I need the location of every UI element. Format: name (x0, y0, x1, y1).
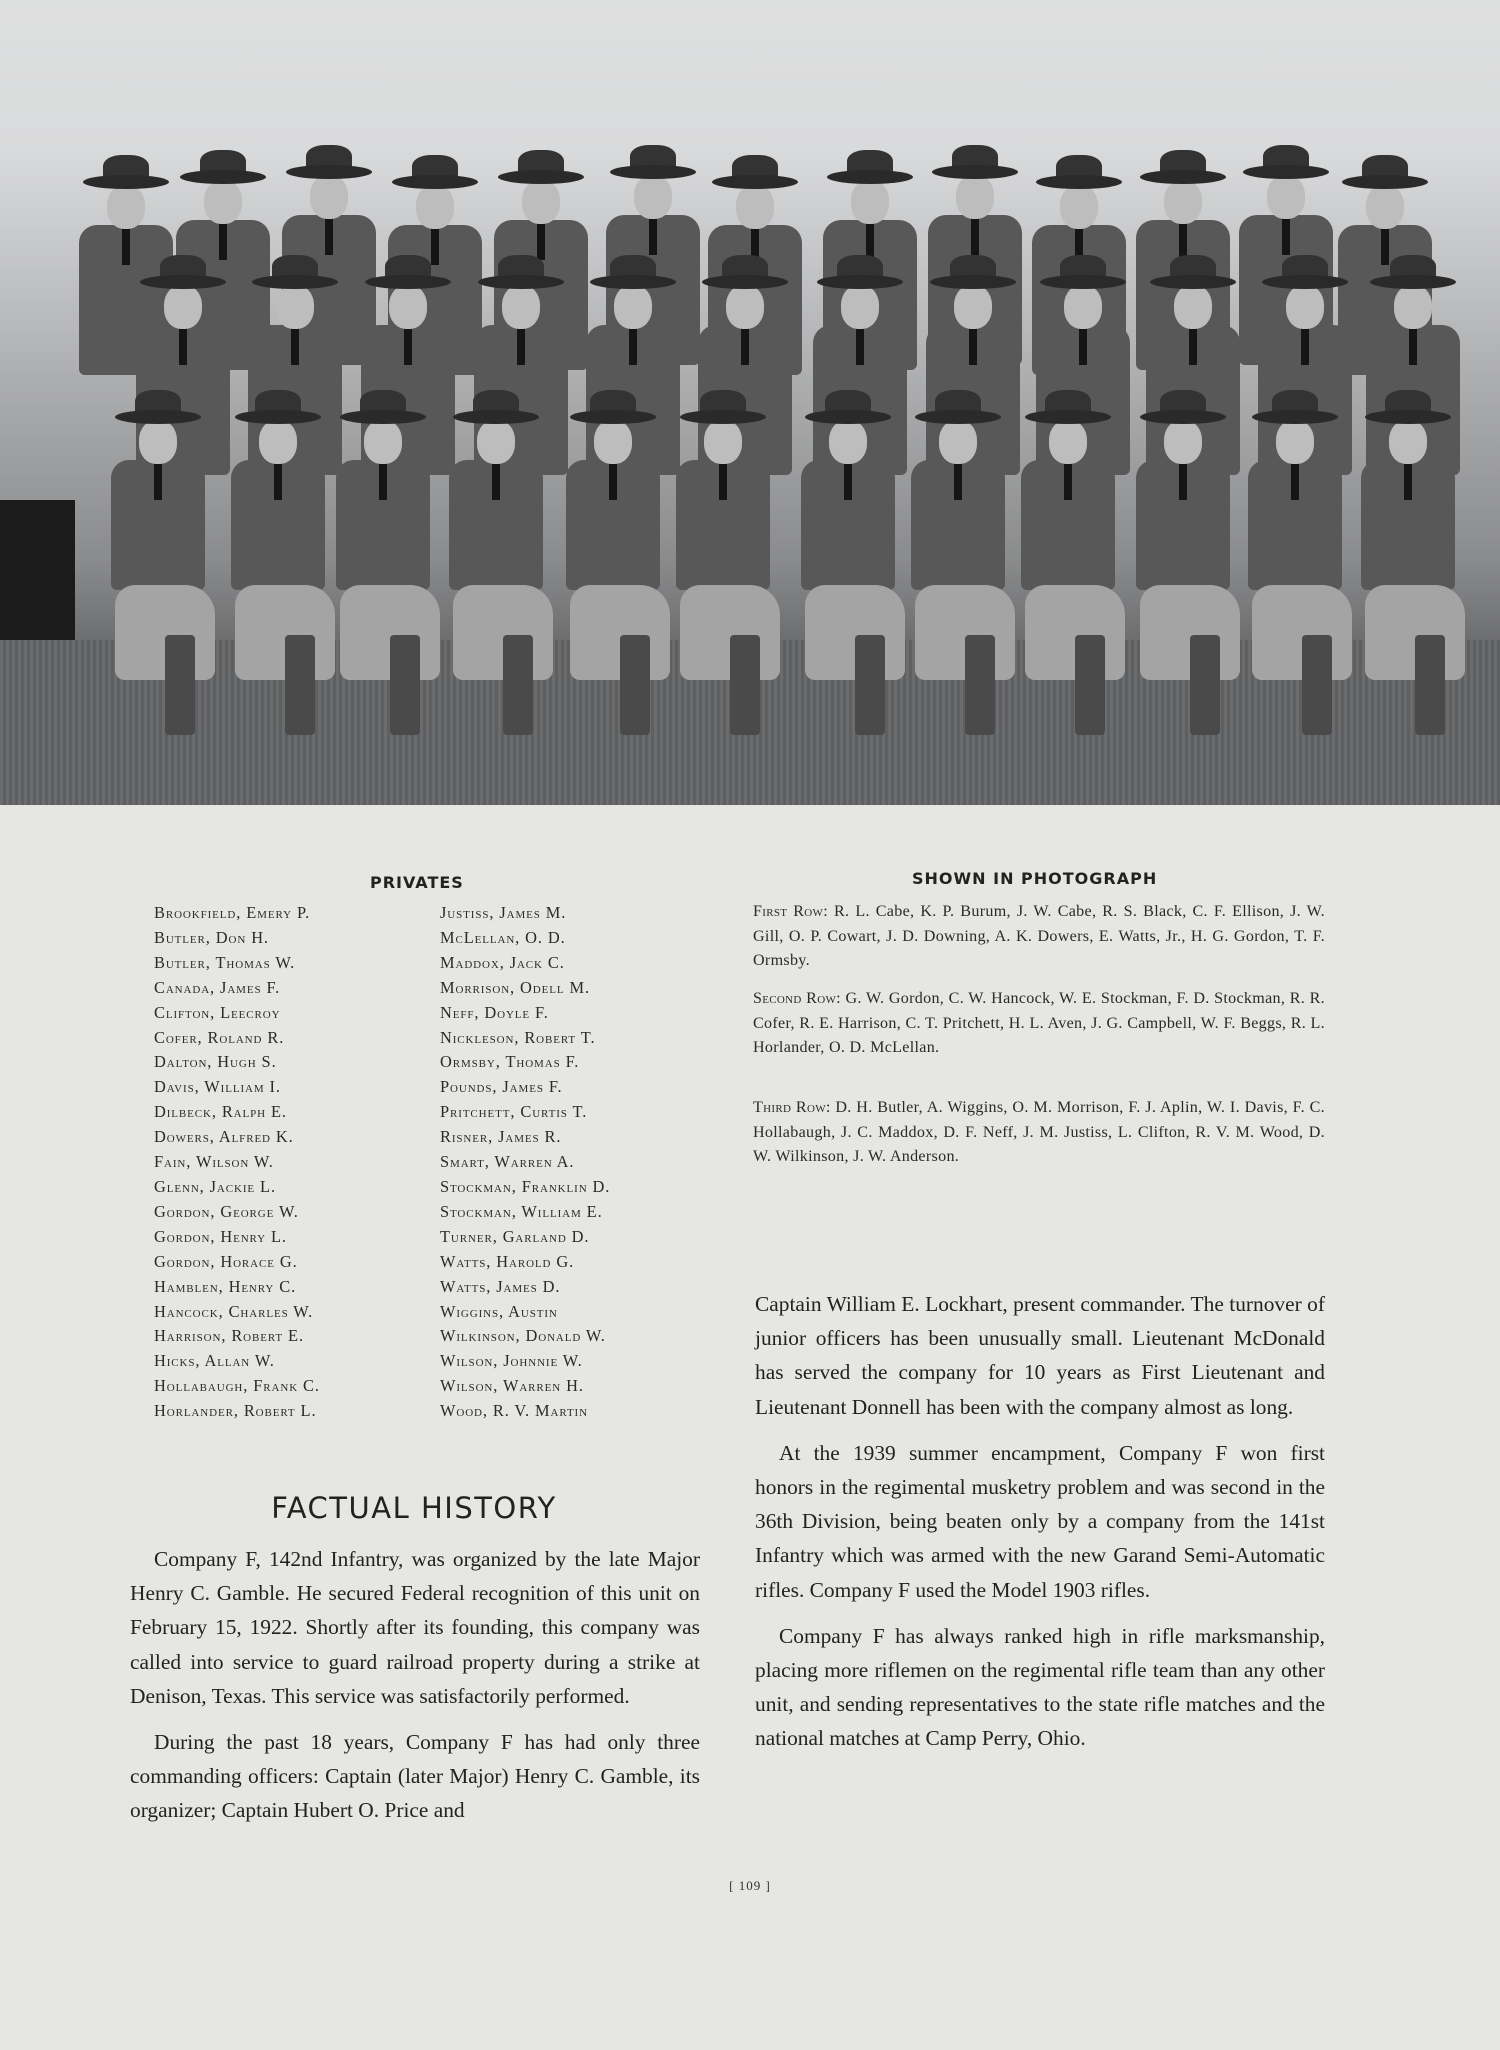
private-name: Watts, James D. (440, 1276, 561, 1296)
first-row-caption (753, 900, 1325, 974)
private-name: Dowers, Alfred K. (154, 1127, 294, 1147)
private-name: Wilson, Johnnie W. (440, 1351, 583, 1371)
history-right-column (755, 1287, 1325, 1768)
private-name: Wilkinson, Donald W. (440, 1326, 606, 1346)
private-name: Fain, Wilson W. (154, 1152, 274, 1172)
history-paragraph: Company F, 142nd Infantry, was organized by the late Major Henry C. Gamble. He secured Federal recognition of this unit on February 15, 1922. Shortly after its founding, this company was called into service to guard railroad property during a strike at Denison, Texas. This service was satisfactorily performed. (130, 1547, 700, 1708)
private-name: Wood, R. V. Martin (440, 1401, 588, 1421)
private-name: Gordon, Henry L. (154, 1226, 287, 1246)
private-name: Butler, Thomas W. (154, 952, 296, 972)
private-name: Davis, William I. (154, 1077, 281, 1097)
history-paragraph: Captain William E. Lockhart, present commander. The turnover of junior officers has been unusually small. Lieutenant McDonald has served the company for 10 years as First Lieutenant and Lieutenant Donnell has been with the company almost as long. (755, 1292, 1325, 1419)
second-row-caption (753, 987, 1325, 1061)
private-name: Canada, James F. (154, 977, 281, 997)
page-number: [ 109 ] (729, 1878, 771, 1893)
history-left-column (130, 1542, 700, 1840)
photo-background-wall (0, 500, 75, 660)
privates-heading: PRIVATES (370, 873, 464, 892)
third-row-caption (753, 1096, 1325, 1170)
shown-in-photograph-heading: SHOWN IN PHOTOGRAPH (912, 869, 1158, 888)
private-name: Smart, Warren A. (440, 1152, 575, 1172)
private-name: Turner, Garland D. (440, 1226, 590, 1246)
private-name: Cofer, Roland R. (154, 1027, 285, 1047)
history-title: FACTUAL HISTORY (271, 1491, 557, 1525)
private-name: Dalton, Hugh S. (154, 1052, 277, 1072)
private-name: Ormsby, Thomas F. (440, 1052, 580, 1072)
second-row-label: Second Row: (753, 990, 841, 1007)
private-name: Wilson, Warren H. (440, 1376, 584, 1396)
group-photograph (0, 0, 1500, 805)
private-name: Wiggins, Austin (440, 1301, 558, 1321)
private-name: Butler, Don H. (154, 927, 269, 947)
third-row-label: Third Row: (753, 1099, 831, 1116)
private-name: Brookfield, Emery P. (154, 903, 311, 922)
private-name: Hancock, Charles W. (154, 1301, 314, 1321)
second-row-names: G. W. Gordon, C. W. Hancock, W. E. Stockman, F. D. Stockman, R. R. Cofer, R. E. Harrison, C. T. Pritchett, H. L. Aven, J. G. Campbell, W. F. Beggs, R. L. Horlander, O. D. McLellan. (753, 990, 1326, 1057)
history-paragraph: Company F has always ranked high in rifle marksmanship, placing more riflemen on the regimental rifle team than any other unit, and sending representatives to the state rifle matches and the national matches at Camp Perry, Ohio. (755, 1623, 1325, 1751)
private-name: Neff, Doyle F. (440, 1002, 549, 1022)
private-name: Gordon, Horace G. (154, 1251, 298, 1271)
private-name: Pounds, James F. (440, 1077, 563, 1097)
private-name: Pritchett, Curtis T. (440, 1102, 588, 1122)
private-name: Hamblen, Henry C. (154, 1276, 297, 1296)
private-name: Maddox, Jack C. (440, 952, 565, 972)
private-name: Stockman, William E. (440, 1201, 603, 1221)
private-name: Justiss, James M. (440, 903, 567, 922)
private-name: Hollabaugh, Frank C. (154, 1376, 320, 1396)
third-row-names: D. H. Butler, A. Wiggins, O. M. Morrison, F. J. Aplin, W. I. Davis, F. C. Hollabaugh, J. C. Maddox, D. F. Neff, J. M. Justiss, L. Clifton, R. V. M. Wood, D. W. Wilkinson, J. W. Anderson. (753, 1099, 1325, 1166)
private-name: Gordon, George W. (154, 1201, 299, 1221)
private-name: Dilbeck, Ralph E. (154, 1102, 287, 1122)
private-name: Clifton, Leecroy (154, 1002, 281, 1022)
private-name: McLellan, O. D. (440, 927, 566, 947)
private-name: Horlander, Robert L. (154, 1401, 317, 1421)
history-paragraph: During the past 18 years, Company F has had only three commanding officers: Captain (later Major) Henry C. Gamble, its organizer; Captain Hubert O. Price and (130, 1730, 700, 1823)
private-name: Hicks, Allan W. (154, 1351, 275, 1371)
privates-column-2 (440, 901, 610, 1424)
private-name: Watts, Harold G. (440, 1251, 575, 1271)
privates-column-1 (154, 901, 320, 1424)
private-name: Nickleson, Robert T. (440, 1027, 596, 1047)
history-paragraph: At the 1939 summer encampment, Company F won first honors in the regimental musketry problem and was second in the 36th Division, being beaten only by a company from the 141st Infantry which was armed with the new Garand Semi-Automatic rifles. Company F used the Model 1903 rifles. (755, 1440, 1325, 1602)
private-name: Risner, James R. (440, 1127, 562, 1147)
first-row-names: R. L. Cabe, K. P. Burum, J. W. Cabe, R. S. Black, C. F. Ellison, J. W. Gill, O. P. Cowart, J. D. Downing, A. K. Dowers, E. Watts, Jr., H. G. Gordon, T. F. Ormsby. (753, 903, 1325, 970)
private-name: Harrison, Robert E. (154, 1326, 304, 1346)
private-name: Stockman, Franklin D. (440, 1176, 611, 1196)
private-name: Morrison, Odell M. (440, 977, 590, 997)
first-row-label: First Row: (753, 903, 828, 920)
private-name: Glenn, Jackie L. (154, 1176, 276, 1196)
